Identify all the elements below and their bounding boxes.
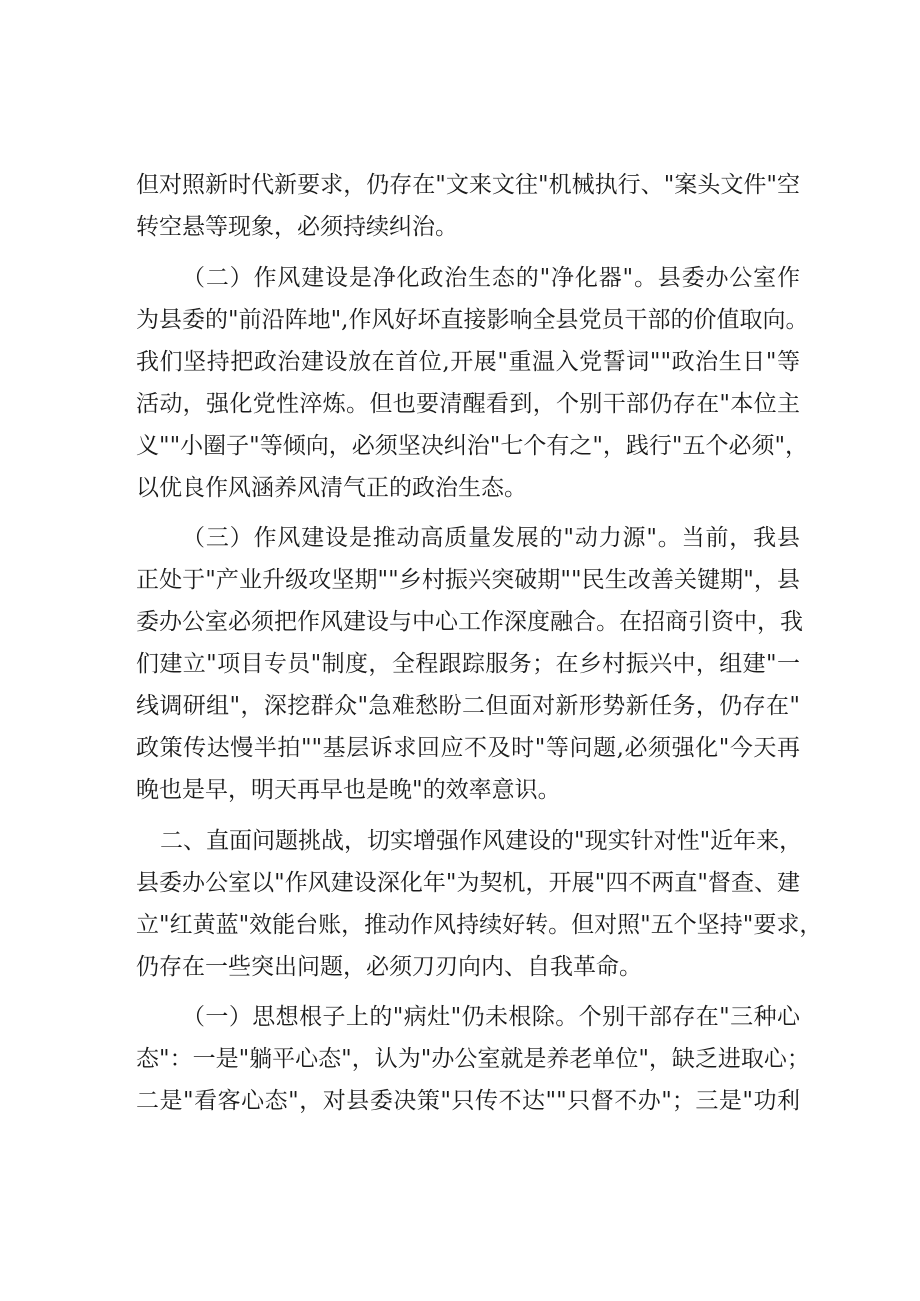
text-line: 们建立"项目专员"制度，全程跟踪服务；在乡村振兴中，组建"一 — [136, 651, 800, 677]
paragraph-heading-line: （二）作风建设是净化政治生态的"净化器"。县委办公室作 — [182, 265, 800, 291]
text-line: 但对照新时代新要求，仍存在"文来文往"机械执行、"案头文件"空 — [136, 172, 800, 198]
text-line: 我们坚持把政治建设放在首位,开展"重温入党誓词""政治生日"等 — [136, 349, 800, 375]
text-line: 二是"看客心态"，对县委决策"只传不达""只督不办"；三是"功利 — [136, 1088, 800, 1114]
text-line: 立"红黄蓝"效能台账，推动作风持续好转。但对照"五个坚持"要求， — [136, 912, 823, 938]
text-line: 仍存在一些突出问题，必须刀刃向内、自我革命。 — [136, 954, 642, 980]
text-line: 态"：一是"躺平心态"，认为"办公室就是养老单位"，缺乏进取心； — [136, 1046, 810, 1072]
text-line: 为县委的"前沿阵地",作风好坏直接影响全县党员干部的价值取向。 — [136, 307, 809, 333]
text-line: 义""小圈子"等倾向，必须坚决纠治"七个有之"，践行"五个必须"， — [136, 433, 809, 459]
paragraph-heading-line: （一）思想根子上的"病灶"仍未根除。个别干部存在"三种心 — [182, 1004, 800, 1030]
text-line: 线调研组"，深挖群众"急难愁盼二但面对新形势新任务，仍存在" — [136, 693, 800, 719]
text-line: 活动，强化党性淬炼。但也要清醒看到，个别干部仍存在"本位主 — [136, 391, 800, 417]
paragraph-heading-line: （三）作风建设是推动高质量发展的"动力源"。当前，我县 — [182, 525, 800, 551]
text-line: 以优良作风涵养风清气正的政治生态。 — [136, 475, 527, 501]
text-line: 正处于"产业升级攻坚期""乡村振兴突破期""民生改善关键期"，县 — [136, 567, 800, 593]
section-heading-line: 二、直面问题挑战，切实增强作风建设的"现实针对性"近年来， — [160, 828, 803, 854]
text-line: 县委办公室以"作风建设深化年"为契机，开展"四不两直"督查、建 — [136, 870, 800, 896]
text-line: 政策传达慢半拍""基层诉求回应不及时"等问题,必须强化"今天再 — [136, 735, 800, 761]
text-line: 转空悬等现象，必须持续纠治。 — [136, 214, 458, 240]
text-line: 委办公室必须把作风建设与中心工作深度融合。在招商引资中，我 — [136, 609, 803, 635]
text-line: 晚也是早，明天再早也是晚"的效率意识。 — [136, 777, 561, 803]
